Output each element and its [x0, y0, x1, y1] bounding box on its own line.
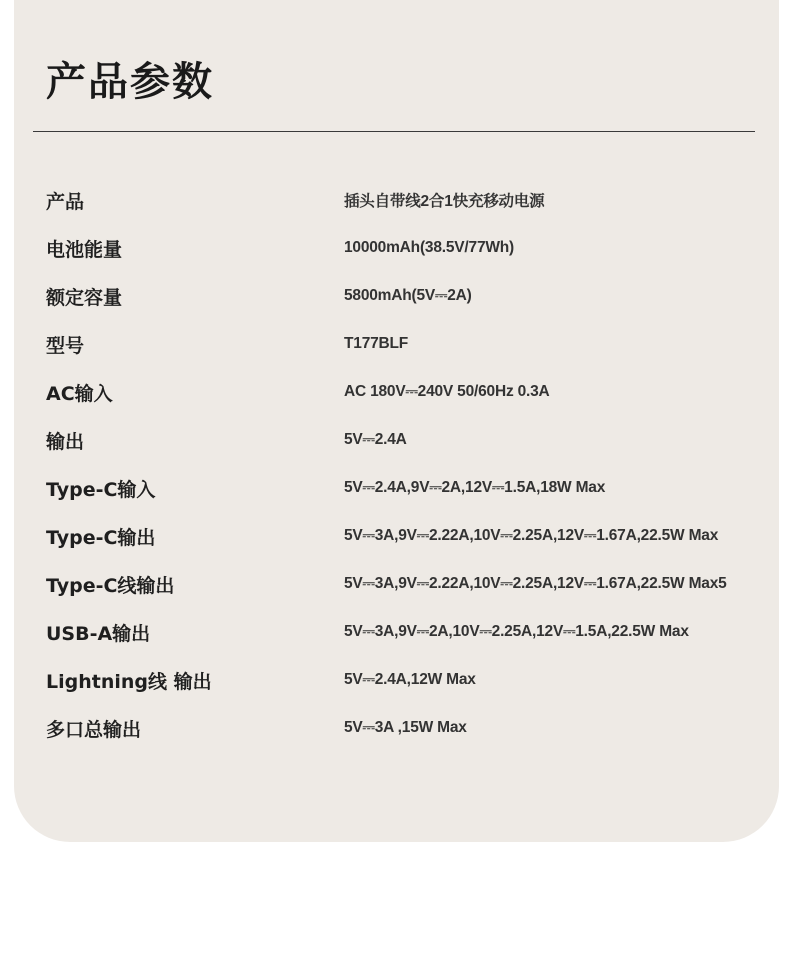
spec-row-model — [46, 320, 746, 368]
spec-label: 多口总输出 — [46, 718, 142, 741]
spec-row-product — [46, 176, 746, 224]
spec-table — [46, 176, 746, 752]
spec-value: T177BLF — [344, 335, 409, 352]
spec-label: Type-C输入 — [46, 478, 156, 501]
spec-value: 5V⎓2.4A,9V⎓2A,12V⎓1.5A,18W Max — [344, 479, 606, 496]
spec-row-typec-cable-output — [46, 560, 746, 608]
spec-row-typec-output — [46, 512, 746, 560]
spec-value: AC 180V⎓240V 50/60Hz 0.3A — [344, 383, 550, 400]
spec-value: 5V⎓3A,9V⎓2.22A,10V⎓2.25A,12V⎓1.67A,22.5W Max — [344, 527, 719, 544]
page-title: 产品参数 — [46, 59, 214, 105]
spec-row-typec-input — [46, 464, 746, 512]
spec-label: 产品 — [46, 190, 85, 213]
spec-row-usba-output — [46, 608, 746, 656]
spec-row-output — [46, 416, 746, 464]
spec-label: Type-C输出 — [46, 526, 156, 549]
spec-row-ac-input — [46, 368, 746, 416]
spec-value: 10000mAh(38.5V/77Wh) — [344, 239, 515, 256]
title-divider — [33, 131, 755, 132]
spec-label: Type-C线输出 — [46, 574, 175, 597]
spec-value: 5V⎓3A,9V⎓2.22A,10V⎓2.25A,12V⎓1.67A,22.5W Max5 — [344, 575, 727, 592]
spec-label: 输出 — [46, 430, 85, 453]
spec-value: 5V⎓2.4A — [344, 431, 407, 448]
spec-label: AC输入 — [46, 382, 113, 405]
spec-value: 5V⎓3A,9V⎓2A,10V⎓2.25A,12V⎓1.5A,22.5W Max — [344, 623, 689, 640]
spec-row-lightning-output — [46, 656, 746, 704]
spec-value: 插头自带线2合1快充移动电源 — [344, 193, 545, 210]
spec-value: 5800mAh(5V⎓2A) — [344, 287, 472, 304]
spec-row-battery-energy — [46, 224, 746, 272]
spec-value: 5V⎓3A ,15W Max — [344, 719, 467, 736]
spec-label: 电池能量 — [46, 238, 123, 261]
spec-row-total-output — [46, 704, 746, 752]
spec-label: Lightning线 输出 — [46, 670, 212, 693]
spec-label: USB-A输出 — [46, 622, 151, 645]
spec-value: 5V⎓2.4A,12W Max — [344, 671, 476, 688]
spec-label: 额定容量 — [46, 286, 123, 309]
spec-label: 型号 — [46, 334, 85, 357]
spec-row-rated-capacity — [46, 272, 746, 320]
